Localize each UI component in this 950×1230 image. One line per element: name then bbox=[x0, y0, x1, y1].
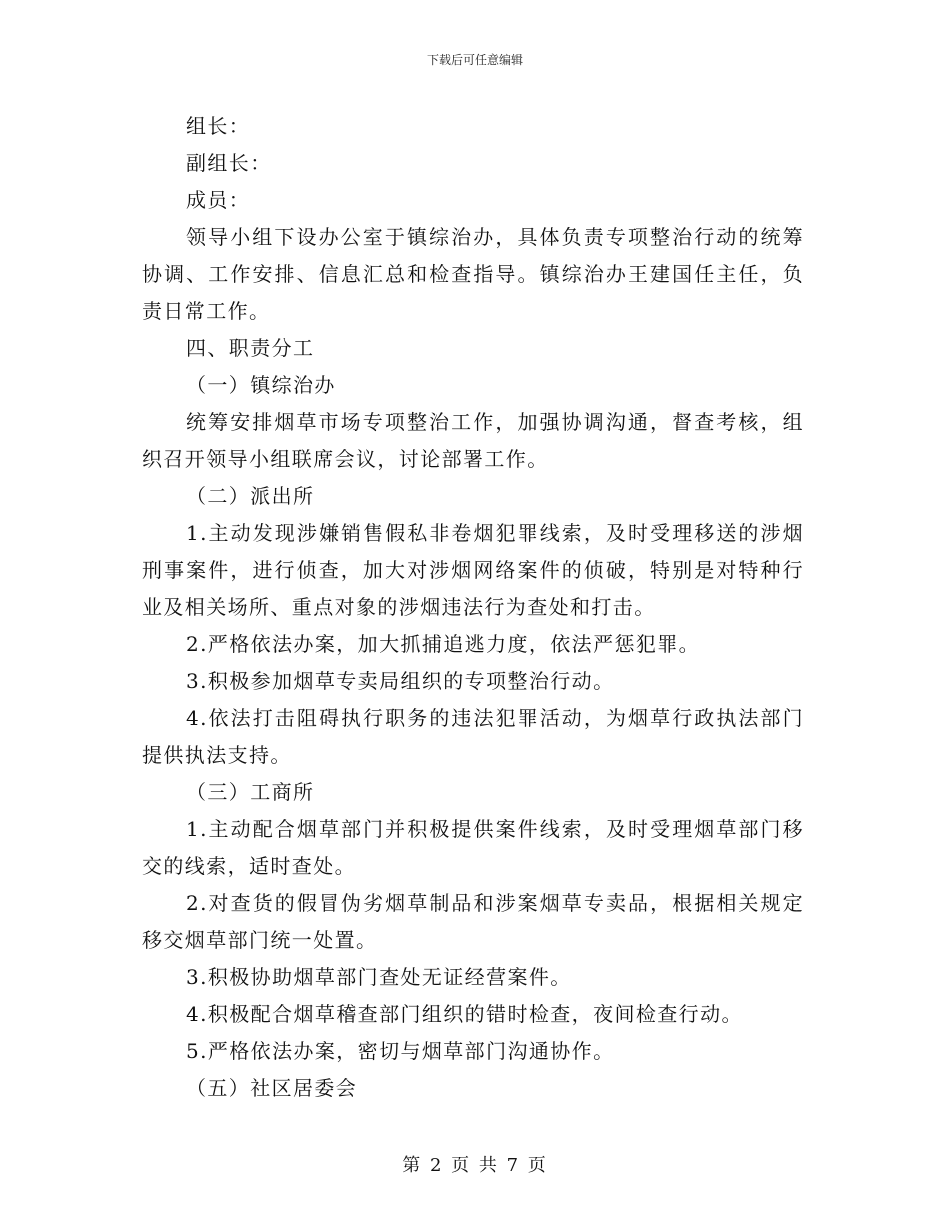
paragraph-deputy-leader: 副组长： bbox=[186, 151, 272, 175]
page-number: 第 2 页 共 7 页 bbox=[402, 1155, 548, 1176]
paragraph-commerce-item-5: 5.严格依法办案，密切与烟草部门沟通协作。 bbox=[186, 1039, 615, 1063]
document-body bbox=[142, 108, 804, 1107]
paragraph-commerce-item-2: 2.对查货的假冒伪劣烟草制品和涉案烟草专卖品，根据相关规定移交烟草部门统一处置。 bbox=[142, 891, 804, 952]
paragraph-town-office-duty: 统筹安排烟草市场专项整治工作，加强协调沟通，督查考核，组织召开领导小组联席会议，讨论部署工作。 bbox=[142, 410, 804, 471]
paragraph-leader: 组长： bbox=[186, 114, 251, 138]
paragraph-members: 成员： bbox=[186, 188, 251, 212]
paragraph-office: 领导小组下设办公室于镇综治办，具体负责专项整治行动的统筹协调、工作安排、信息汇总和检查指导。镇综治办王建国任主任，负责日常工作。 bbox=[142, 225, 804, 323]
section-heading-duties: 四、职责分工 bbox=[186, 336, 315, 360]
page-header-note: 下载后可任意编辑 bbox=[426, 53, 523, 67]
subheading-police-station: （二）派出所 bbox=[186, 484, 315, 508]
subheading-community-committee: （五）社区居委会 bbox=[186, 1076, 358, 1100]
subheading-commerce-office: （三）工商所 bbox=[186, 780, 315, 804]
paragraph-police-item-1: 1.主动发现涉嫌销售假私非卷烟犯罪线索，及时受理移送的涉烟刑事案件，进行侦查，加大对涉烟网络案件的侦破，特别是对特种行业及相关场所、重点对象的涉烟违法行为查处和打击。 bbox=[142, 521, 804, 619]
paragraph-police-item-4: 4.依法打击阻碍执行职务的违法犯罪活动，为烟草行政执法部门提供执法支持。 bbox=[142, 706, 804, 767]
paragraph-commerce-item-3: 3.积极协助烟草部门查处无证经营案件。 bbox=[186, 965, 572, 989]
paragraph-police-item-2: 2.严格依法办案，加大抓捕追逃力度，依法严惩犯罪。 bbox=[186, 632, 701, 656]
paragraph-police-item-3: 3.积极参加烟草专卖局组织的专项整治行动。 bbox=[186, 669, 615, 693]
paragraph-commerce-item-1: 1.主动配合烟草部门并积极提供案件线索，及时受理烟草部门移交的线索，适时查处。 bbox=[142, 817, 804, 878]
paragraph-commerce-item-4: 4.积极配合烟草稽查部门组织的错时检查，夜间检查行动。 bbox=[186, 1002, 743, 1026]
subheading-town-office: （一）镇综治办 bbox=[186, 373, 336, 397]
